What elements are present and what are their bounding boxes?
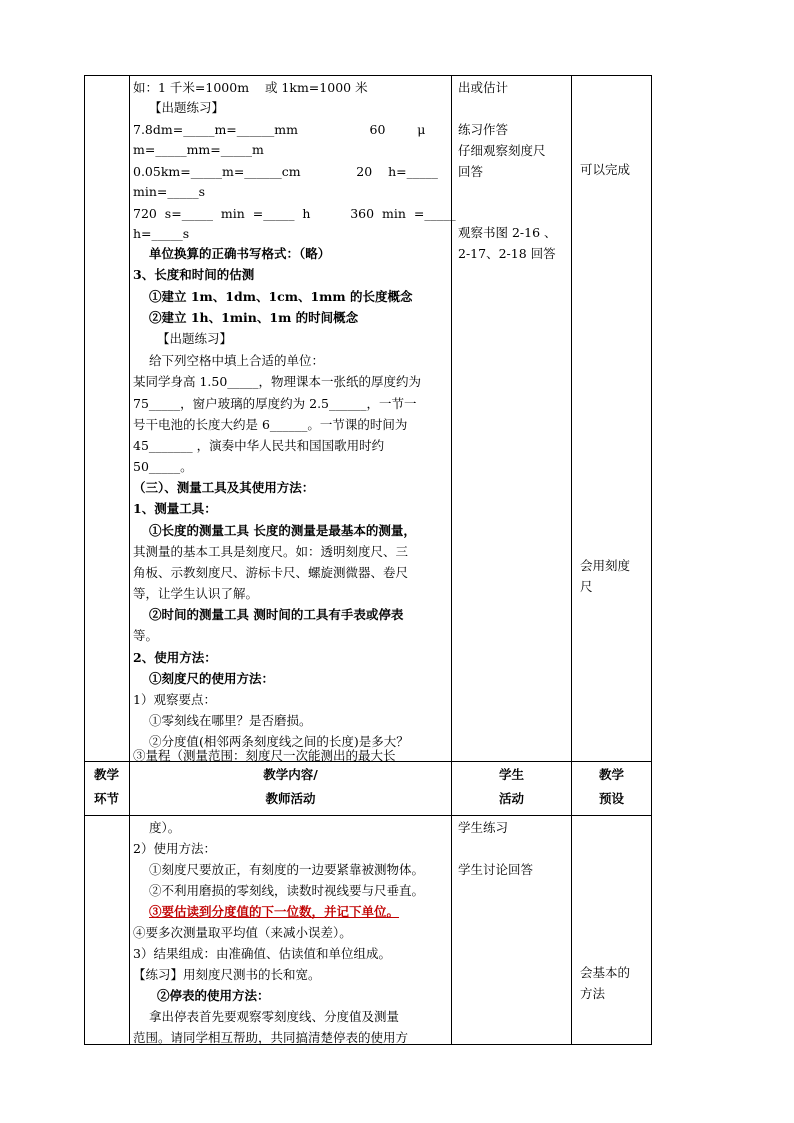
highlight-text: ③要估读到分度值的下一位数，并记下单位。: [149, 904, 400, 919]
content-line: min=_____s: [133, 184, 206, 199]
student-line: 2-17、2-18 回答: [458, 246, 556, 261]
exercise-heading: 【出题练习】: [157, 331, 233, 346]
preset-line: 会用刻度: [580, 558, 631, 573]
student-line: 学生练习: [458, 820, 509, 835]
content-line: ①建立 1m、1dm、1cm、1mm 的长度概念: [149, 289, 413, 304]
content-line: 3）结果组成：由准确值、估读值和单位组成。: [133, 946, 391, 961]
content-line: 7.8dm=_____m=______mm 60 μ: [133, 122, 426, 137]
content-line: ②时间的测量工具 测时间的工具有手表或停表: [149, 607, 404, 622]
content-line: 号干电池的长度大约是 6______。一节课的时间为: [133, 417, 408, 432]
content-line: 2）使用方法：: [133, 841, 216, 856]
header-stage-line: 环节: [93, 791, 119, 806]
table-border-top: [84, 75, 652, 76]
header-stage-line: 教学: [93, 767, 119, 782]
section-heading: （三）、测量工具及其使用方法：: [133, 480, 315, 495]
content-line: ③量程（测量范围：刻度尺一次能测出的最大长: [133, 748, 396, 763]
content-line: 某同学身高 1.50_____，物理课本一张纸的厚度约为: [133, 374, 422, 389]
section-heading: 2、使用方法：: [133, 650, 217, 665]
content-line: ①长度的测量工具 长度的测量是最基本的测量，: [149, 523, 416, 538]
header-content-line: 教学内容/: [263, 767, 318, 782]
header-preset-line: 教学: [598, 767, 624, 782]
table-border-right: [651, 75, 652, 1045]
content-line: ④要多次测量取平均值（来减小误差）。: [133, 925, 352, 940]
content-line: 给下列空格中填上合适的单位：: [149, 353, 325, 368]
content-line: 度）。: [149, 820, 181, 835]
content-line: 1）观察要点：: [133, 692, 216, 707]
content-line: ①刻度尺要放正，有刻度的一边要紧靠被测物体。: [149, 862, 425, 877]
header-student-activity: [452, 763, 571, 811]
content-line: 等，让学生认识了解。: [133, 586, 259, 601]
content-line: [149, 902, 399, 922]
col-divider-3: [571, 75, 572, 1045]
content-line: ②不利用磨损的零刻线，读数时视线要与尺垂直。: [149, 883, 425, 898]
table-border-left: [84, 75, 85, 1045]
header-teaching-content: [130, 763, 451, 811]
preset-line: 方法: [580, 986, 606, 1001]
preset-line: 尺: [580, 579, 593, 594]
lesson-table: [84, 75, 652, 1045]
content-line: 角板、示教刻度尺、游标卡尺、螺旋测微器、卷尺: [133, 565, 409, 580]
content-line: m=_____mm=_____m: [133, 142, 264, 157]
content-line: ①零刻线在哪里？是否磨损。: [149, 713, 312, 728]
student-line: 学生讨论回答: [458, 862, 534, 877]
section-heading: 1、测量工具：: [133, 501, 217, 516]
student-line: 仔细观察刻度尺: [458, 143, 546, 158]
header-preset-line: 预设: [598, 791, 624, 806]
content-line: ①刻度尺的使用方法：: [149, 671, 275, 686]
student-line: 回答: [458, 164, 484, 179]
header-row-bottom: [84, 815, 652, 816]
content-line: h=_____s: [133, 226, 190, 241]
content-line: ②建立 1h、1min、1m 的时间概念: [149, 310, 359, 325]
content-line: 0.05km=_____m=______cm 20 h=_____: [133, 164, 438, 179]
student-line: 练习作答: [458, 122, 509, 137]
header-content-line: 教师活动: [265, 791, 316, 806]
header-stage: [84, 763, 129, 811]
content-line: 720 s=_____ min =_____ h 360 min =_____: [133, 206, 456, 221]
content-line: ②分度值(相邻两条刻度线之间的长度)是多大？: [149, 734, 409, 749]
content-line: 拿出停表首先要观察零刻度线、分度值及测量: [149, 1009, 400, 1024]
content-line: 45_______ ，演奏中华人民共和国国歌用时约: [133, 438, 385, 453]
content-line: ②停表的使用方法：: [157, 988, 270, 1003]
header-student-line: 活动: [498, 791, 524, 806]
content-line: 50_____。: [133, 459, 193, 474]
student-line: 观察书图 2-16 、: [458, 225, 557, 240]
col-divider-1: [129, 75, 130, 1045]
preset-line: 会基本的: [580, 965, 631, 980]
content-line: 等。: [133, 628, 159, 643]
format-note: 单位换算的正确书写格式：（略）: [149, 246, 331, 261]
section-heading: 3、长度和时间的估测: [133, 267, 255, 282]
content-line: 【练习】用刻度尺测书的长和宽。: [133, 967, 321, 982]
content-line: 其测量的基本工具是刻度尺。如：透明刻度尺、三: [133, 544, 409, 559]
student-line: 出或估计: [458, 80, 509, 95]
content-line: 如：1 千米=1000m 或 1km=1000 米: [133, 80, 368, 95]
header-student-line: 学生: [498, 767, 524, 782]
content-line: 75_____，窗户玻璃的厚度约为 2.5______，一节一: [133, 396, 417, 411]
preset-line: 可以完成: [580, 162, 631, 177]
content-line: 范围。请同学相互帮助，共同搞清楚停表的使用方: [133, 1030, 409, 1045]
header-preset: [572, 763, 651, 811]
exercise-heading: 【出题练习】: [149, 100, 225, 115]
